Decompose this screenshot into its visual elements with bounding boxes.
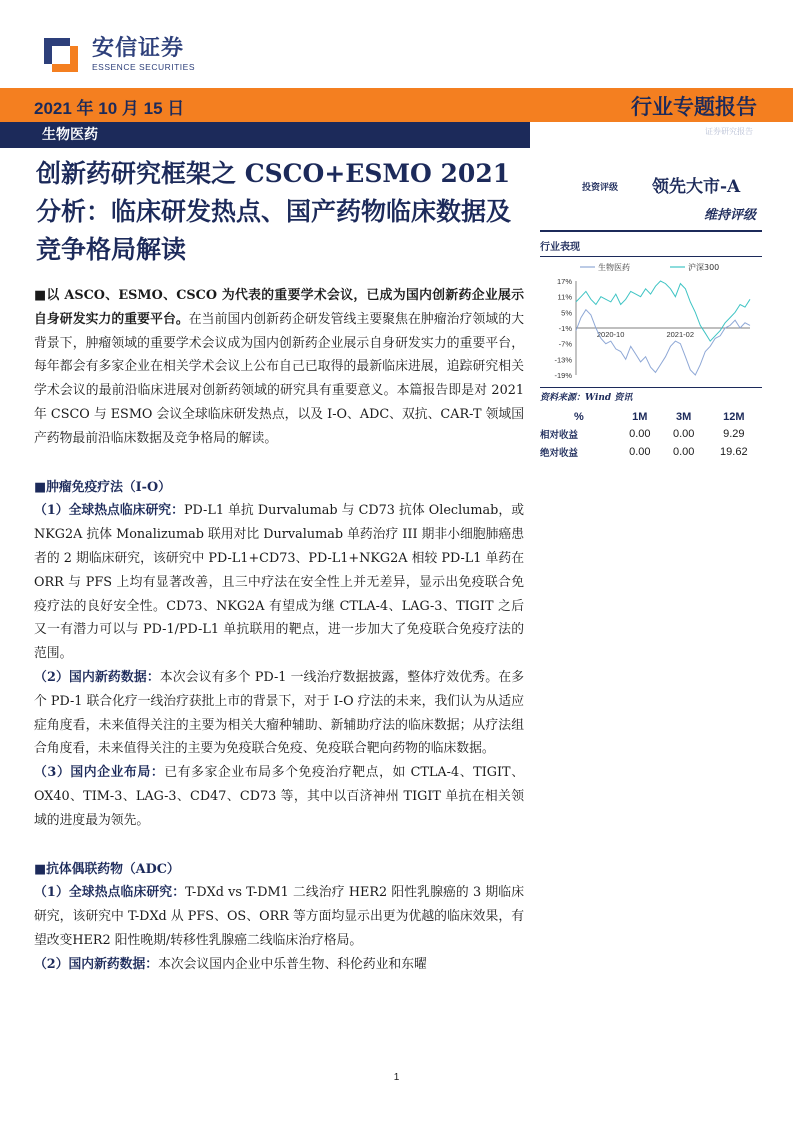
adc-p2-text: 本次会议国内企业中乐普生物、科伦药业和东曜 <box>158 956 427 972</box>
io-p1-label: （1）全球热点临床研究： <box>34 503 184 519</box>
perf-col-3: 12M <box>723 411 745 423</box>
rating-value: 领先大市-A <box>652 177 741 197</box>
chart-source: 资料来源：Wind 资讯 <box>540 387 762 403</box>
io-p3-text: 已有多家企业布局多个免疫治疗靶点，如 CTLA-4、TIGIT、OX40、TIM-3、LAG-3、CD47、CD73 等，其中以百济神州 TIGIT 单抗在相关领域的进度最为领先。 <box>34 765 524 828</box>
io-p1-text: PD-L1 单抗 Durvalumab 与 CD73 抗体 Oleclumab，或 NKG2A 抗体 Monalizumab 联用对比 Durvalumab 单药治疗 III 期非小细胞肺癌患者的 2 期临床研究，该研究中 PD-L1+CD73、PD-L1+NKG2A 相较 PD-L1 单药在 ORR 与 PFS 上均有显著改善，且三中疗法在安全性上并无差异，显示出免疫联合免疫疗法的良好安全性。CD73、NKG2A 有望成为继 CTLA-4、LAG-3、TIGIT 之后又一有潜力可以与 PD-1/PD-L1 单抗联用的靶点，进一步加大了免疫联合免疫疗法的范围。 <box>34 503 524 662</box>
adc-p1-text: T-DXd vs T-DM1 二线治疗 HER2 阳性乳腺癌的 3 期临床研究，该研究中 T-DXd 从 PFS、OS、ORR 等方面均显示出更为优越的临床效果，有望改变HER2 阳性晚期/转移性乳腺癌二线临床治疗格局。 <box>34 885 524 948</box>
right-column <box>540 168 762 461</box>
x-tick-label: 2020-10 <box>596 330 625 339</box>
rating-label: 投资评级 <box>582 183 619 193</box>
table-row <box>540 425 762 443</box>
table-cell: 0.00 <box>672 428 695 440</box>
brand-name-en: ESSENCE SECURITIES <box>92 62 195 72</box>
summary-paragraph <box>34 284 524 451</box>
y-tick-label: 5% <box>561 308 572 318</box>
brand-logo <box>42 34 195 74</box>
perf-col-1: 1M <box>632 411 648 423</box>
adc-p1-label: （1）全球热点临床研究： <box>34 885 186 901</box>
table-cell: 0.00 <box>629 446 651 458</box>
brand-name-cn: 安信证券 <box>92 36 185 61</box>
adc-heading: ■抗体偶联药物（ADC） <box>34 861 180 877</box>
row-label: 相对收益 <box>540 430 579 441</box>
io-heading: ■肿瘤免疫疗法（I-O） <box>34 479 171 495</box>
io-p2-text: 本次会议有多个 PD-1 一线治疗数据披露，整体疗效优秀。在多个 PD-1 联合化疗一线治疗获批上市的背景下，对于 I-O 疗法的未来，我们认为从适应症角度看，未来值得关注的主要为相关大瘤种辅助、新辅助疗法的临床数据；从疗法组合角度看，未来值得关注的主要为免疫联合免疫、免疫联合靶向药物的临床数据。 <box>34 669 525 757</box>
y-tick-label: -13% <box>554 355 572 365</box>
summary-text: 在当前国内创新药企研发管线主要聚焦在肿瘤治疗领域的大背景下，肿瘤领域的重要学术会议成为国内创新药企业展示自身研发实力的重要平台，每年都会有多家企业在相关学术会议上公布自己已取得的最新临床进展，追踪研究相关学术会议的最前沿临床进展对创新药领域的研究具有重要意义。本篇报告即是对 2021 年 CSCO 与 ESMO 会议全球临床研发热点，以及 I-O、ADC、双抗、CAR-T 领域国产药物最前沿临床数据及竞争格局的解读。 <box>34 311 525 446</box>
io-paragraph-3 <box>34 761 524 832</box>
header-band <box>0 88 793 122</box>
perf-col-2: 3M <box>676 411 692 423</box>
rating-box <box>540 168 762 232</box>
report-subtitle: 证券研究报告 <box>705 127 753 136</box>
io-paragraph-2 <box>34 666 524 761</box>
logo-icon <box>42 34 82 74</box>
perf-table-header <box>540 409 762 425</box>
perf-heading: 行业表现 <box>540 238 762 257</box>
legend-label-1: 沪深300 <box>688 263 720 272</box>
perf-chart <box>540 259 762 385</box>
y-tick-label: -1% <box>558 324 572 333</box>
adc-paragraph-2 <box>34 953 524 977</box>
table-cell: 0.00 <box>629 428 651 440</box>
io-p3-label: （3）国内企业布局： <box>34 765 165 781</box>
table-cell: 9.29 <box>723 428 745 440</box>
perf-table <box>540 409 762 461</box>
perf-col-0: % <box>574 411 584 423</box>
y-tick-label: 11% <box>557 292 572 302</box>
y-tick-label: -19% <box>554 371 572 380</box>
adc-p2-label: （2）国内新药数据： <box>34 956 159 972</box>
report-type: 行业专题报告 <box>631 94 757 119</box>
sector-label: 生物医药 <box>0 122 530 148</box>
page-number: 1 <box>393 1072 400 1083</box>
io-p2-label: （2）国内新药数据： <box>34 669 160 685</box>
summary-bold: ■以 ASCO、ESMO、CSCO 为代表的重要学术会议，已成为国内创新药企业展示自身研发实力的重要平台。 <box>34 288 524 327</box>
table-cell: 19.62 <box>720 446 748 458</box>
main-text <box>34 284 524 977</box>
table-cell: 0.00 <box>672 446 695 458</box>
y-tick-label: 17% <box>556 277 572 286</box>
adc-paragraph-1 <box>34 881 524 952</box>
io-paragraph-1 <box>34 499 524 666</box>
report-date: 2021 年 10 月 15 日 <box>34 99 185 118</box>
report-title: 创新药研究框架之 CSCO+ESMO 2021 分析：临床研发热点、国产药物临床数据及竞争格局解读 <box>36 159 512 264</box>
legend-label-0: 生物医药 <box>598 263 630 272</box>
series-line-0 <box>576 310 750 375</box>
table-row <box>540 443 762 461</box>
x-tick-label: 2021-02 <box>666 330 695 339</box>
y-tick-label: -7% <box>558 339 572 349</box>
row-label: 绝对收益 <box>540 448 579 459</box>
rating-sub: 维持评级 <box>703 208 756 223</box>
